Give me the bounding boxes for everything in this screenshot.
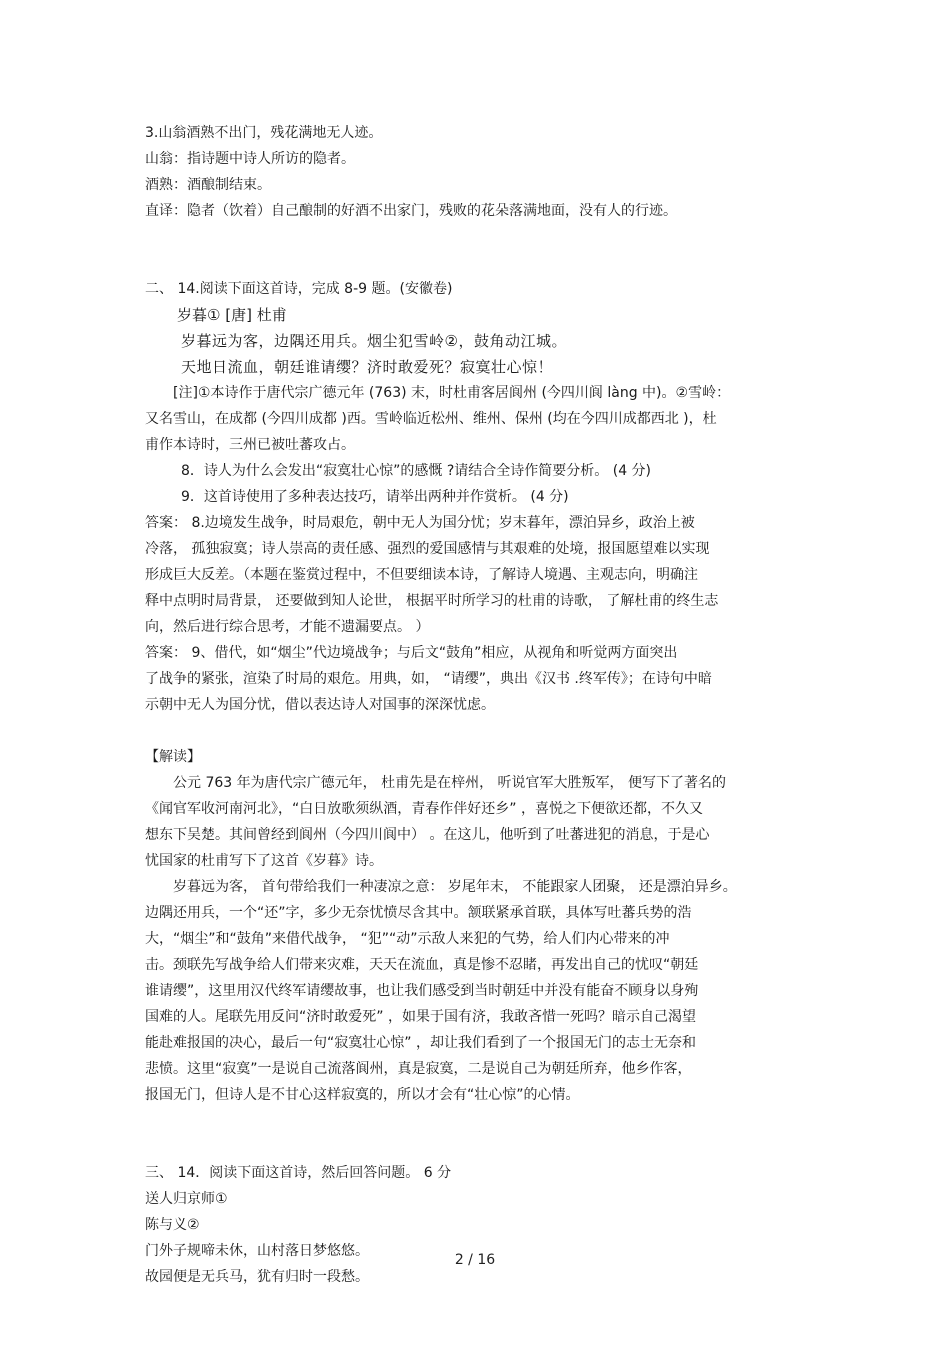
spacer (145, 718, 825, 744)
answer-line: 冷落， 孤独寂寞；诗人崇高的责任感、强烈的爱国感情与其艰难的处境，报国愿望难以实现 (145, 541, 710, 557)
answer-line: 答案： 9、借代，如“烟尘”代边境战争；与后文“鼓角”相应，从视角和听觉两方面突出 (145, 645, 678, 661)
question-8: 8．诗人为什么会发出“寂寞壮心惊”的感慨 ?请结合全诗作简要分析。 (4 分) (181, 463, 652, 479)
interpretation-line: 击。颈联先写战争给人们带来灾难，天天在流血，真是惨不忍睹，再发出自己的忧叹“朝廷 (145, 957, 699, 973)
answer-line: 了战争的紧张，渲染了时局的艰危。用典，如， “请缨”，典出《汉书 .终军传》；在诗句中暗 (145, 671, 712, 687)
interpretation-line: 边隅还用兵，一个“还”字，多少无奈忧愤尽含其中。颔联紧承首联，具体写吐蕃兵势的浩 (145, 905, 692, 921)
note-line: [注]①本诗作于唐代宗广德元年 (763) 末，时杜甫客居阆州 (今四川阆 làng 中)。②雪岭： (173, 385, 731, 401)
gloss-line: 山翁：指诗题中诗人所访的隐者。 (145, 151, 355, 167)
note-line: 又名雪山，在成都 (今四川成都 )西。雪岭临近松州、维州、保州 (均在今四川成都西北 )，杜 (145, 411, 717, 427)
document-body (145, 120, 825, 1290)
poem-line: 故园便是无兵马，犹有归时一段愁。 (145, 1269, 369, 1285)
interpretation-line: 岁暮远为客， 首句带给我们一种凄凉之意： 岁尾年末， 不能跟家人团聚， 还是漂泊异乡。 (173, 879, 737, 895)
section-heading-2: 二、 14.阅读下面这首诗，完成 8-9 题。(安徽卷) (145, 281, 453, 297)
interpretation-line: 公元 763 年为唐代宗广德元年， 杜甫先是在梓州， 听说官军大胜叛军， 便写下了著名的 (173, 775, 726, 791)
interpretation-line: 《闻官军收河南河北》，“白日放歌须纵酒，青春作伴好还乡” ，喜悦之下便欲还都，不久又 (145, 801, 703, 817)
poem-author: 陈与义② (145, 1217, 200, 1233)
spacer (145, 1108, 825, 1160)
note-line: 甫作本诗时，三州已被吐蕃攻占。 (145, 437, 355, 453)
answer-line: 答案： 8.边境发生战争，时局艰危，朝中无人为国分忧；岁末暮年，漂泊异乡，政治上被 (145, 515, 695, 531)
poem-line-quote: 3.山翁酒熟不出门，残花满地无人迹。 (145, 125, 383, 141)
answer-line: 示朝中无人为国分忧，借以表达诗人对国事的深深忧虑。 (145, 697, 495, 713)
interpretation-line: 报国无门，但诗人是不甘心这样寂寞的，所以才会有“壮心惊”的心情。 (145, 1087, 580, 1103)
interpretation-line: 悲愤。这里“寂寞”一是说自己流落阆州，真是寂寞，二是说自己为朝廷所弃，他乡作客， (145, 1061, 692, 1077)
translation-line: 直译：隐者（饮着）自己酿制的好酒不出家门，残败的花朵落满地面，没有人的行迹。 (145, 203, 677, 219)
interpretation-line: 能赴难报国的决心，最后一句“寂寞壮心惊” ，却让我们看到了一个报国无门的志士无奈和 (145, 1035, 696, 1051)
page-number: 2 / 16 (454, 1252, 496, 1268)
poem-title: 岁暮① [唐] 杜甫 (177, 306, 287, 324)
poem-line: 天地日流血，朝廷谁请缨？济时敢爱死？寂寞壮心惊！ (181, 358, 554, 376)
question-9: 9．这首诗使用了多种表达技巧，请举出两种并作赏析。 (4 分) (181, 489, 569, 505)
interpretation-line: 谁请缨”，这里用汉代终军请缨故事，也让我们感受到当时朝廷中并没有能奋不顾身以身殉 (145, 983, 699, 999)
gloss-line: 酒熟：酒酿制结束。 (145, 177, 271, 193)
poem-line: 岁暮远为客，边隅还用兵。烟尘犯雪岭②，鼓角动江城。 (181, 332, 567, 350)
answer-line: 向，然后进行综合思考，才能不遗漏要点。 ） (145, 619, 430, 635)
interpretation-line: 国难的人。尾联先用反问“济时敢爱死” ，如果于国有济，我敢吝惜一死吗？暗示自己渴望 (145, 1009, 696, 1025)
interpretation-line: 想东下吴楚。其间曾经到阆州（今四川阆中） 。在这儿，他听到了吐蕃进犯的消息，于是心 (145, 827, 710, 843)
interpretation-heading: 【解读】 (145, 749, 201, 765)
answer-line: 释中点明时局背景， 还要做到知人论世， 根据平时所学习的杜甫的诗歌， 了解杜甫的终生志 (145, 593, 719, 609)
spacer (145, 224, 825, 276)
interpretation-line: 忧国家的杜甫写下了这首《岁暮》诗。 (145, 853, 383, 869)
answer-line: 形成巨大反差。（本题在鉴赏过程中，不但要细读本诗，了解诗人境遇、主观志向，明确注 (145, 567, 698, 583)
poem-line: 门外子规啼未休，山村落日梦悠悠。 (145, 1243, 369, 1259)
poem-title: 送人归京师① (145, 1191, 228, 1207)
section-heading-3: 三、 14．阅读下面这首诗，然后回答问题。 6 分 (145, 1165, 452, 1181)
interpretation-line: 大，“烟尘”和“鼓角”来借代战争， “犯”“动”示敌人来犯的气势，给人们内心带来的冲 (145, 931, 670, 947)
